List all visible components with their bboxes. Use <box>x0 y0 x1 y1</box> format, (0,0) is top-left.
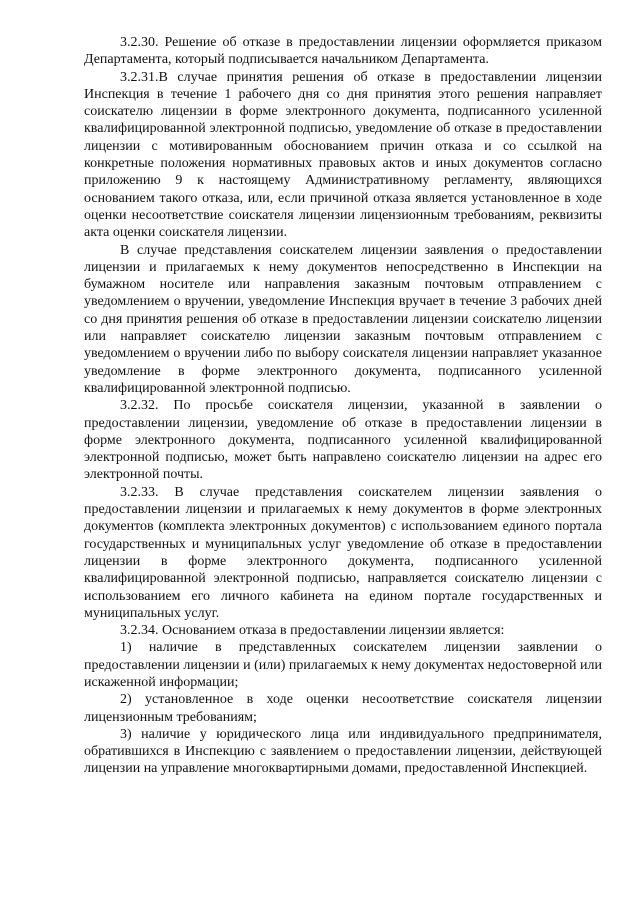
list-item-2: 2) установленное в ходе оценки несоответствие соискателя лицензии лицензионным требованиям; <box>84 692 602 725</box>
paragraph-3-2-32: 3.2.32. По просьбе соискателя лицензии, указанной в заявлении о предоставлении лицензии, уведомление об отказе в предоставлении лицензии в форме электронного документа, подписанного усиленной квалифицированной электронной подписью, может быть направлено соискателю лицензии на адрес его электронной почты. <box>84 398 602 483</box>
paragraph-3-2-30: 3.2.30. Решение об отказе в предоставлении лицензии оформляется приказом Департамента, который подписывается начальником Департамента. <box>84 35 602 68</box>
document-body <box>84 34 602 778</box>
paragraph-paper-submission: В случае представления соискателем лицензии заявления о предоставлении лицензии и прилагаемых к нему документов непосредственно в Инспекции на бумажном носителе или направления заказным почтовым отправлением с уведомлением о вручении, уведомление Инспекция вручает в течение 3 рабочих дней со дня принятия решения об отказе в предоставлении лицензии соискателю лицензии или направляет соискателю лицензии заказным почтовым отправлением с уведомлением о вручении либо по выбору соискателя лицензии направляет указанное уведомление в форме электронного документа, подписанного усиленной квалифицированной электронной подписью. <box>84 242 602 396</box>
list-item-3: 3) наличие у юридического лица или индивидуального предпринимателя, обратившихся в Инспекцию с заявлением о предоставлении лицензии, действующей лицензии на управление многоквартирными домами, предоставленной Инспекцией. <box>84 726 602 777</box>
paragraph-3-2-33: 3.2.33. В случае представления соискателем лицензии заявления о предоставлении лицензии и прилагаемых к нему документов в форме электронных документов (комплекта электронных документов) с использованием единого портала государственных и муниципальных услуг уведомление об отказе в предоставлении лицензии в форме электронного документа, подписанного усиленной квалифицированной электронной подписью, направляется соискателю лицензии с использованием его личного кабинета на едином портале государственных и муниципальных услуг. <box>84 484 602 621</box>
list-item-1: 1) наличие в представленных соискателем лицензии заявлении о предоставлении лицензии и (или) прилагаемых к нему документах недостоверной или искаженной информации; <box>84 640 602 690</box>
paragraph-3-2-31: 3.2.31.В случае принятия решения об отказе в предоставлении лицензии Инспекция в течение 1 рабочего дня со дня принятия этого решения направляет соискателю лицензии в форме электронного документа, подписанного усиленной квалифицированной электронной подписью, уведомление об отказе в предоставлении лицензии с мотивированным обоснованием причин отказа и со ссылкой на конкретные положения нормативных правовых актов и иных документов согласно приложению 9 к настоящему Административному регламенту, являющихся основанием такого отказа, или, если причиной отказа является установленное в ходе оценки несоответствие соискателя лицензии лицензионным требованиям, реквизиты акта оценки соискателя лицензии. <box>84 69 602 241</box>
paragraph-3-2-34: 3.2.34. Основанием отказа в предоставлении лицензии является: <box>120 623 505 639</box>
